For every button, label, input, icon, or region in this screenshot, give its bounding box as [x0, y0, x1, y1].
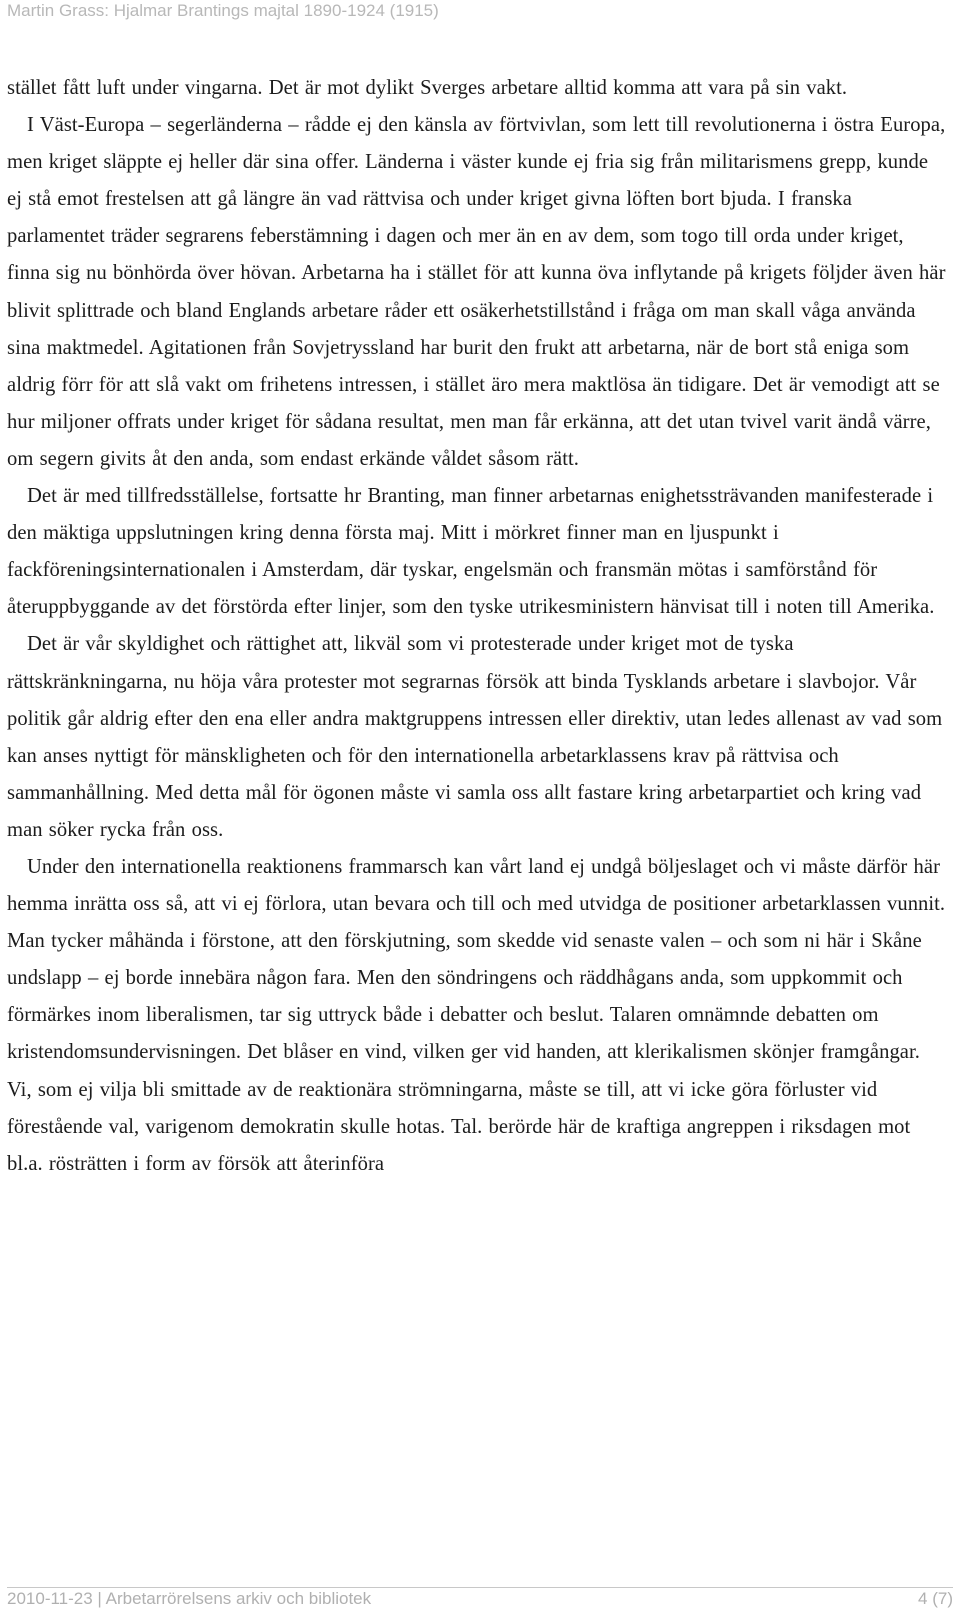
- footer-source: 2010-11-23 | Arbetarrörelsens arkiv och bibliotek: [7, 1589, 372, 1608]
- paragraph-5: Under den internationella reaktionens frammarsch kan vårt land ej undgå böljeslaget och vi måste därför här hemma inrätta oss så, att vi ej förlora, utan bevara och till och med utvidga de positioner arbetarklassen vunnit. Man tycker måhända i förstone, att den förskjutning, som skedde vid senaste valen – och som ni här i Skåne undslapp – ej borde innebära någon fara. Men den söndringens och räddhågans anda, som uppkommit och förmärkes inom liberalismen, tar sig uttryck både i debatter och beslut. Talaren omnämnde debatten om kristendomsundervisningen. Det blåser en vind, vilken ger vid handen, att klerikalismen skönjer framgångar. Vi, som ej vilja bli smittade av de reaktionära strömningarna, måste se till, att vi icke göra förluster vid förestående val, varigenom demokratin skulle hotas. Tal. berörde här de kraftiga angreppen i riksdagen mot bl.a. rösträtten i form av försök att återinföra: [7, 855, 946, 1175]
- running-header: Martin Grass: Hjalmar Brantings majtal 1890-1924 (1915): [7, 1, 439, 20]
- paragraph-4: Det är vår skyldighet och rättighet att, likväl som vi protesterade under kriget mot de tyska rättskränkningarna, nu höja våra protester mot segrarnas försök att binda Tysklands arbetare i slavbojor. Vår politik går aldrig efter den ena eller andra maktgruppens intressen eller direktiv, utan ledes allenast av vad som kan anses nyttigt för mänskligheten och för den internationella arbetarklassens krav på rättvisa och sammanhållning. Med detta mål för ögonen måste vi samla oss allt fastare kring arbetarpartiet och kring vad man söker rycka från oss.: [7, 633, 943, 841]
- paragraph-1: stället fått luft under vingarna. Det är mot dylikt Sverges arbetare alltid komma att vara på sin vakt.: [7, 77, 848, 99]
- paragraph-2: I Väst-Europa – segerländerna – rådde ej den känsla av förtvivlan, som lett till revolutionerna i östra Europa, men kriget släppte ej heller där sina offer. Länderna i väster kunde ej fria sig från militarismens grepp, kunde ej stå emot frestelsen att gå längre än vad rättvisa och under kriget givna löften bort bjuda. I franska parlamentet träder segrarens feberstämning i dagen och mer än en av dem, som togo till orda under kriget, finna sig nu bönhörda över hövan. Arbetarna ha i stället för att kunna öva inflytande på krigets följder även här blivit splittrade och bland Englands arbetare råder ett osäkerhetstillstånd i fråga om man skall våga använda sina maktmedel. Agitationen från Sovjetryssland har burit den frukt att arbetarna, när de bort stå eniga som aldrig förr för att slå vakt om frihetens intressen, i stället äro mera maktlösa än tidigare. Det är vemodigt att se hur miljoner offrats under kriget för sådana resultat, men man får erkänna, att det utan tvivel varit ändå värre, om segern givits åt den anda, som endast erkände våldet såsom rätt.: [7, 114, 946, 470]
- paragraph-3: Det är med tillfredsställelse, fortsatte hr Branting, man finner arbetarnas enighetssträvanden manifesterade i den mäktiga uppslutningen kring denna första maj. Mitt i mörkret finner man en ljuspunkt i fackföreningsinternationalen i Amsterdam, där tyskar, engelsmän och fransmän mötas i samförstånd för återuppbyggande av det förstörda efter linjer, som den tyske utrikesministern hänvisat till i noten till Amerika.: [7, 485, 935, 619]
- footer-divider: [7, 1587, 953, 1588]
- page-number: 4 (7): [918, 1589, 953, 1608]
- document-body: [7, 70, 947, 1183]
